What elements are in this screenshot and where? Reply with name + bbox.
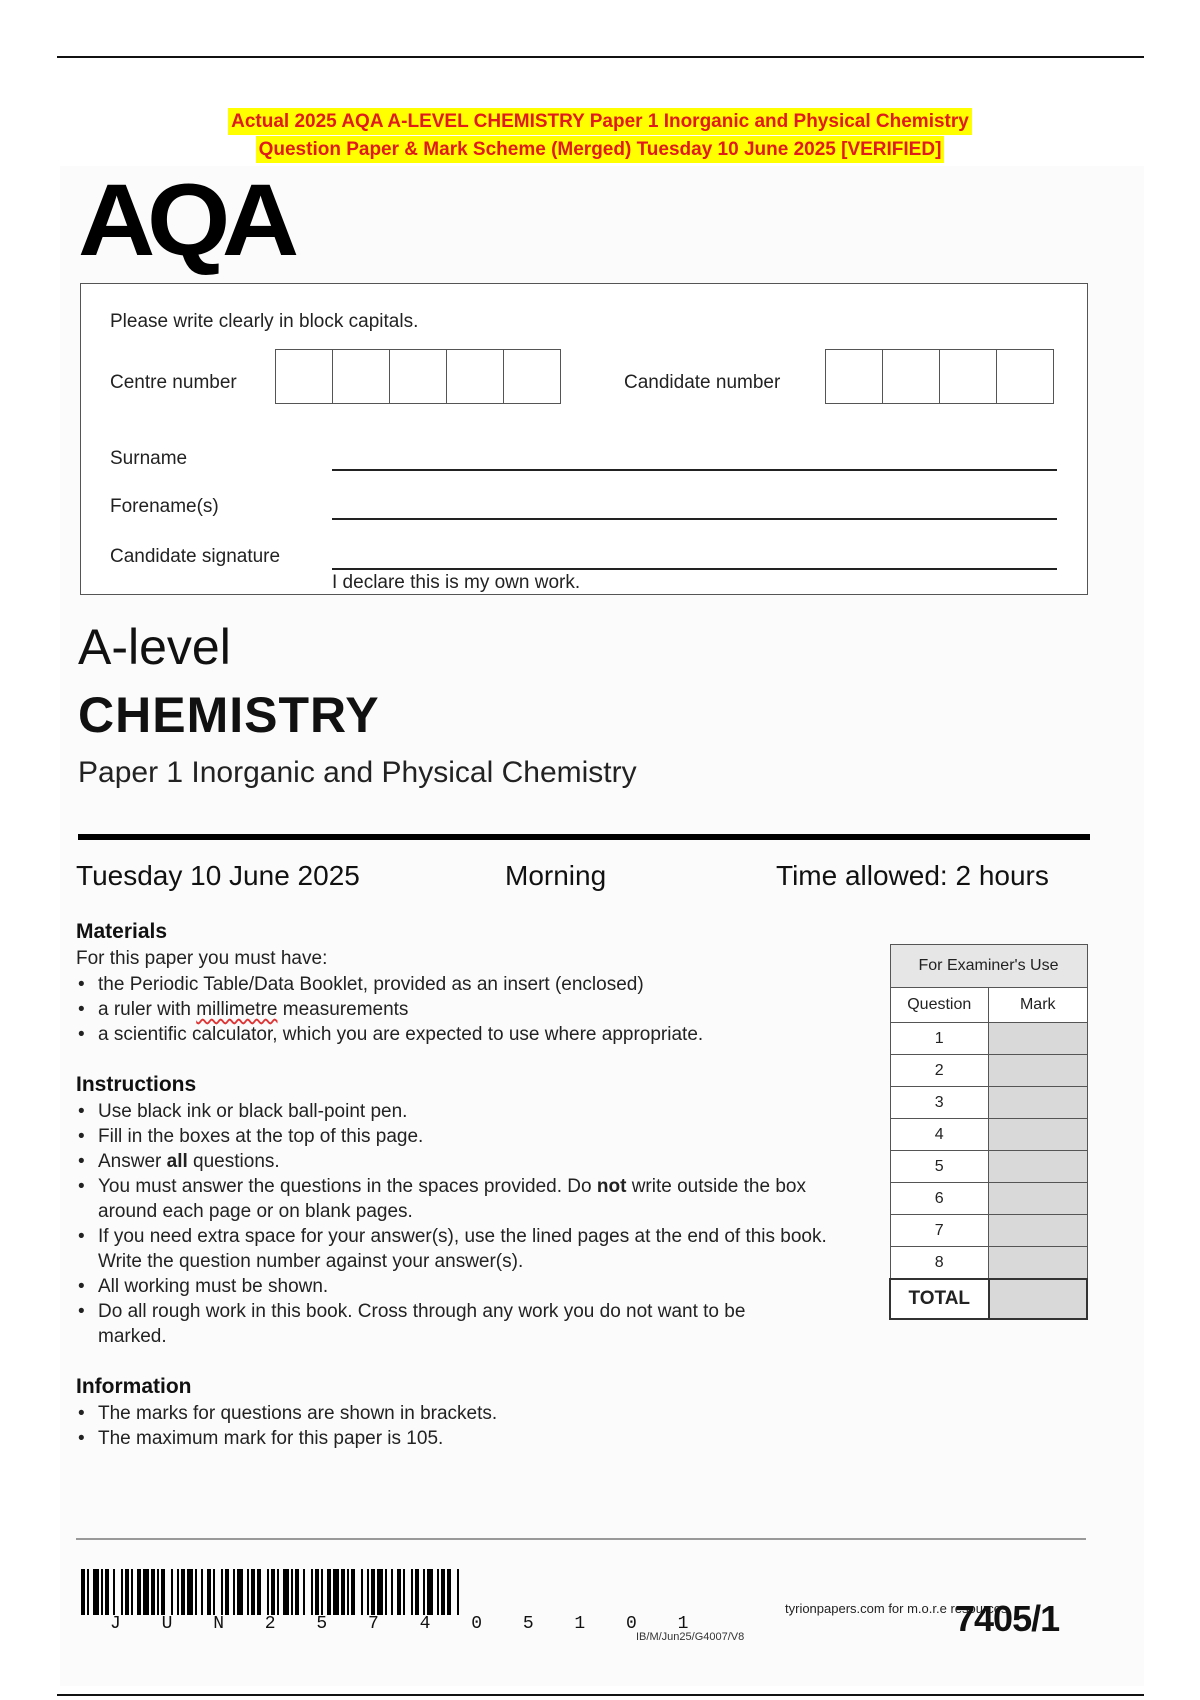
information-list bbox=[76, 1401, 497, 1451]
table-row: 3 bbox=[890, 1087, 1087, 1119]
barcode-bar bbox=[87, 1569, 89, 1615]
table-row: 2 bbox=[890, 1055, 1087, 1087]
mark-column-header: Mark bbox=[989, 988, 1088, 1023]
barcode-bar bbox=[371, 1569, 375, 1615]
barcode-bar bbox=[213, 1569, 215, 1615]
barcode-bar bbox=[137, 1569, 141, 1615]
barcode-bar bbox=[311, 1569, 313, 1615]
barcode-bar bbox=[157, 1569, 159, 1615]
table-row: 6 bbox=[890, 1183, 1087, 1215]
surname-line[interactable] bbox=[332, 469, 1057, 471]
barcode-bar bbox=[93, 1569, 99, 1615]
mark-cell bbox=[989, 1055, 1088, 1087]
instructions-list bbox=[76, 1099, 856, 1349]
barcode-bar bbox=[131, 1569, 133, 1615]
mark-cell bbox=[989, 1087, 1088, 1119]
total-label: TOTAL bbox=[890, 1279, 989, 1319]
barcode-bar bbox=[187, 1569, 193, 1615]
forename-label: Forename(s) bbox=[110, 496, 219, 517]
candidate-details-box bbox=[80, 283, 1088, 595]
barcode-bar bbox=[81, 1569, 85, 1615]
signature-line[interactable] bbox=[332, 568, 1057, 570]
barcode-bar bbox=[143, 1569, 149, 1615]
barcode-bar bbox=[303, 1569, 305, 1615]
barcode-bar bbox=[271, 1569, 275, 1615]
barcode-bar bbox=[251, 1569, 255, 1615]
block-capitals-instruction: Please write clearly in block capitals. bbox=[110, 311, 419, 332]
barcode-bar bbox=[377, 1569, 383, 1615]
barcode-bar bbox=[391, 1569, 393, 1615]
list-item: • The maximum mark for this paper is 105. bbox=[76, 1426, 497, 1451]
barcode-bar bbox=[367, 1569, 369, 1615]
barcode-bar bbox=[321, 1569, 323, 1615]
barcode-bar bbox=[361, 1569, 363, 1615]
time-allowed: Time allowed: 2 hours bbox=[776, 860, 1049, 891]
bottom-rule bbox=[57, 1694, 1144, 1696]
mark-cell bbox=[989, 1183, 1088, 1215]
examiners-use-title: For Examiner's Use bbox=[890, 945, 1087, 988]
top-rule bbox=[57, 56, 1144, 58]
barcode-bar bbox=[177, 1569, 179, 1615]
mark-cell bbox=[989, 1119, 1088, 1151]
barcode-bar bbox=[161, 1569, 165, 1615]
spellcheck-word: millimetre bbox=[196, 999, 278, 1020]
aqa-logo: AQA bbox=[78, 163, 291, 277]
barcode-bar bbox=[257, 1569, 261, 1615]
barcode-bar bbox=[447, 1569, 451, 1615]
digit-box[interactable] bbox=[826, 350, 882, 403]
table-row: 4 bbox=[890, 1119, 1087, 1151]
qualification-level: A-level bbox=[78, 619, 231, 675]
candidate-number-label: Candidate number bbox=[624, 372, 781, 393]
reference-code: IB/M/Jun25/G4007/V8 bbox=[636, 1631, 745, 1643]
footer-rule bbox=[76, 1538, 1086, 1540]
barcode bbox=[81, 1569, 461, 1615]
barcode-bar bbox=[195, 1569, 197, 1615]
table-row: 8 bbox=[890, 1247, 1087, 1280]
barcode-bar bbox=[181, 1569, 185, 1615]
barcode-bar bbox=[225, 1569, 229, 1615]
information-heading: Information bbox=[76, 1375, 192, 1398]
digit-box[interactable] bbox=[332, 350, 389, 403]
barcode-bar bbox=[277, 1569, 279, 1615]
list-item: • Answer all questions. bbox=[76, 1149, 856, 1174]
barcode-bar bbox=[201, 1569, 203, 1615]
barcode-bar bbox=[237, 1569, 243, 1615]
barcode-bar bbox=[221, 1569, 223, 1615]
surname-label: Surname bbox=[110, 448, 188, 469]
banner-line-2: Question Paper & Mark Scheme (Merged) Tuesday 10 June 2025 [VERIFIED] bbox=[256, 136, 945, 163]
list-item: • If you need extra space for your answer(s), use the lined pages at the end of this book. Write the question number against your answer(s). bbox=[76, 1224, 856, 1274]
forename-line[interactable] bbox=[332, 518, 1057, 520]
watermark-site: tyrionpapers.com for m.o.r.e resources bbox=[785, 1601, 1008, 1616]
heading-divider bbox=[78, 834, 1090, 840]
instructions-heading: Instructions bbox=[76, 1073, 197, 1096]
barcode-bar bbox=[333, 1569, 339, 1615]
digit-box[interactable] bbox=[996, 350, 1053, 403]
barcode-bar bbox=[457, 1569, 459, 1615]
declaration-text: I declare this is my own work. bbox=[332, 572, 581, 593]
barcode-bar bbox=[341, 1569, 345, 1615]
barcode-bar bbox=[347, 1569, 349, 1615]
barcode-bar bbox=[397, 1569, 401, 1615]
mark-cell bbox=[989, 1023, 1088, 1055]
list-item: • Use black ink or black ball-point pen. bbox=[76, 1099, 856, 1124]
exam-date: Tuesday 10 June 2025 bbox=[76, 860, 360, 891]
barcode-bar bbox=[415, 1569, 419, 1615]
materials-intro: For this paper you must have: bbox=[76, 948, 328, 969]
barcode-bar bbox=[427, 1569, 433, 1615]
barcode-bar bbox=[101, 1569, 103, 1615]
barcode-bar bbox=[247, 1569, 249, 1615]
candidate-number-boxes[interactable] bbox=[825, 349, 1054, 404]
list-item: • a scientific calculator, which you are expected to use where appropriate. bbox=[76, 1022, 703, 1047]
table-row: 5 bbox=[890, 1151, 1087, 1183]
barcode-bar bbox=[283, 1569, 289, 1615]
banner-line-1: Actual 2025 AQA A-LEVEL CHEMISTRY Paper 1 Inorganic and Physical Chemistry bbox=[228, 108, 972, 135]
barcode-bar bbox=[411, 1569, 413, 1615]
list-item: • You must answer the questions in the spaces provided. Do not write outside the box around each page or on blank pages. bbox=[76, 1174, 856, 1224]
barcode-bar bbox=[267, 1569, 269, 1615]
barcode-bar bbox=[385, 1569, 387, 1615]
barcode-bar bbox=[121, 1569, 123, 1615]
list-item: • Fill in the boxes at the top of this page. bbox=[76, 1124, 856, 1149]
barcode-bar bbox=[327, 1569, 331, 1615]
barcode-digits: J U N 2 5 7 4 0 5 1 0 1 bbox=[110, 1614, 704, 1634]
materials-heading: Materials bbox=[76, 920, 168, 943]
question-column-header: Question bbox=[890, 988, 989, 1023]
digit-box[interactable] bbox=[503, 350, 560, 403]
digit-box[interactable] bbox=[882, 350, 939, 403]
barcode-bar bbox=[423, 1569, 425, 1615]
title-banner bbox=[0, 108, 1200, 164]
barcode-bar bbox=[105, 1569, 109, 1615]
barcode-bar bbox=[151, 1569, 155, 1615]
barcode-bar bbox=[441, 1569, 445, 1615]
barcode-bar bbox=[437, 1569, 439, 1615]
signature-label: Candidate signature bbox=[110, 546, 281, 567]
digit-box[interactable] bbox=[446, 350, 503, 403]
barcode-bar bbox=[113, 1569, 115, 1615]
paper-code: 7405/1 bbox=[955, 1598, 1060, 1639]
barcode-bar bbox=[171, 1569, 173, 1615]
list-item: • All working must be shown. bbox=[76, 1274, 856, 1299]
list-item: • the Periodic Table/Data Booklet, provided as an insert (enclosed) bbox=[76, 972, 703, 997]
centre-number-label: Centre number bbox=[110, 372, 237, 393]
table-row: 7 bbox=[890, 1215, 1087, 1247]
digit-box[interactable] bbox=[389, 350, 446, 403]
barcode-bar bbox=[295, 1569, 299, 1615]
centre-number-boxes[interactable] bbox=[275, 349, 561, 404]
paper-title: Paper 1 Inorganic and Physical Chemistry bbox=[78, 756, 637, 789]
list-item: • a ruler with millimetre measurements bbox=[76, 997, 703, 1022]
exam-session: Morning bbox=[505, 860, 607, 891]
materials-list bbox=[76, 972, 703, 1047]
total-mark-cell bbox=[989, 1279, 1088, 1319]
barcode-bar bbox=[207, 1569, 211, 1615]
barcode-bar bbox=[403, 1569, 405, 1615]
mark-cell bbox=[989, 1151, 1088, 1183]
examiners-use-table bbox=[889, 944, 1088, 1320]
barcode-bar bbox=[125, 1569, 129, 1615]
digit-box[interactable] bbox=[276, 350, 332, 403]
mark-cell bbox=[989, 1247, 1088, 1280]
mark-cell bbox=[989, 1215, 1088, 1247]
list-item: • The marks for questions are shown in brackets. bbox=[76, 1401, 497, 1426]
list-item: • Do all rough work in this book. Cross through any work you do not want to be marked. bbox=[76, 1299, 758, 1349]
digit-box[interactable] bbox=[939, 350, 996, 403]
table-row: 1 bbox=[890, 1023, 1087, 1055]
barcode-bar bbox=[233, 1569, 235, 1615]
barcode-bar bbox=[351, 1569, 355, 1615]
barcode-bar bbox=[291, 1569, 293, 1615]
barcode-bar bbox=[315, 1569, 319, 1615]
total-row bbox=[890, 1279, 1087, 1319]
subject-title: CHEMISTRY bbox=[78, 687, 380, 743]
